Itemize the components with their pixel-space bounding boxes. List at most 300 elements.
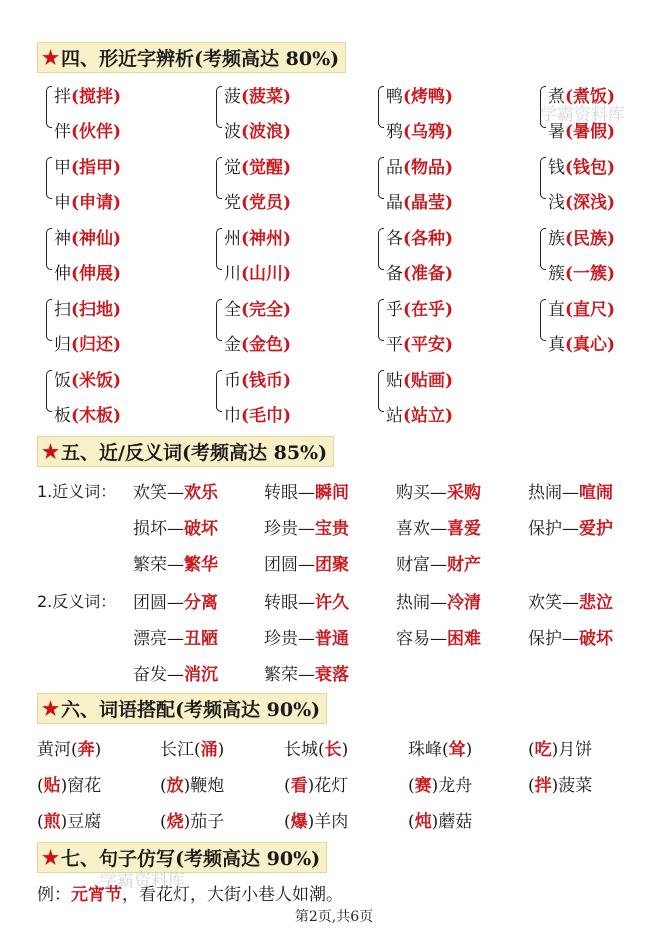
dash: — <box>167 519 184 539</box>
char-pair <box>216 362 356 424</box>
word-a: 购买 <box>396 483 430 503</box>
char: 伸 <box>54 264 71 284</box>
char-pair-line <box>386 401 453 426</box>
word-pair <box>264 478 349 503</box>
paren: ) <box>283 371 292 391</box>
paren: ( <box>403 371 412 391</box>
paren: ) <box>283 406 292 426</box>
paren: ) <box>283 193 292 213</box>
char-pair-line <box>54 224 121 249</box>
word: 完全 <box>249 300 284 320</box>
text: )茄子 <box>183 812 225 832</box>
word-b: 繁华 <box>184 555 218 575</box>
verb: 耸 <box>448 740 466 760</box>
paren: ) <box>113 371 122 391</box>
char-pair-line <box>54 153 121 178</box>
word-pair <box>264 660 349 685</box>
char: 晶 <box>386 193 403 213</box>
word-b: 宝贵 <box>315 519 349 539</box>
verb: 看 <box>290 776 308 796</box>
char: 贴 <box>386 371 403 391</box>
word: 物品 <box>411 158 446 178</box>
text: )蘑菇 <box>431 812 473 832</box>
text: ( <box>408 776 415 796</box>
paren: ( <box>241 87 250 107</box>
word-a: 珍贵 <box>264 519 298 539</box>
char: 伴 <box>54 122 71 142</box>
word: 乌鸦 <box>411 122 446 142</box>
dash: — <box>298 483 315 503</box>
word: 深浅 <box>573 193 608 213</box>
dash: — <box>298 519 315 539</box>
section-4-freq: (考频高达 80%) <box>194 48 340 70</box>
char: 归 <box>54 335 71 355</box>
word: 觉醒 <box>249 158 284 178</box>
paren: ( <box>403 158 412 178</box>
section-4-title: 四、形近字辨析 <box>61 48 195 70</box>
paren: ) <box>445 406 454 426</box>
paren: ( <box>565 264 574 284</box>
verb: 烧 <box>166 812 184 832</box>
word: 毛巾 <box>249 406 284 426</box>
verb: 吃 <box>534 740 552 760</box>
char-pair-line <box>548 153 615 178</box>
paren: ) <box>283 229 292 249</box>
paren: ) <box>607 87 616 107</box>
word: 神州 <box>249 229 284 249</box>
word-b: 团聚 <box>315 555 349 575</box>
section-7-freq: (考频高达 90%) <box>175 848 321 870</box>
list-label: 1.近义词： <box>37 482 117 501</box>
paren: ) <box>113 300 122 320</box>
paren: ) <box>113 406 122 426</box>
section-6-title: 六、词语搭配 <box>61 699 176 721</box>
word-b: 衰落 <box>315 665 349 685</box>
collocation <box>284 771 348 796</box>
word-a: 财富 <box>396 555 430 575</box>
collocation <box>528 771 592 796</box>
word-a: 保护 <box>528 519 562 539</box>
word: 木板 <box>79 406 114 426</box>
paren: ) <box>113 229 122 249</box>
char: 平 <box>386 335 403 355</box>
word: 真心 <box>573 335 608 355</box>
paren: ) <box>445 264 454 284</box>
star-icon: ★ <box>42 846 60 869</box>
dash: — <box>562 483 579 503</box>
dash: — <box>298 593 315 613</box>
bracket-icon <box>540 299 546 341</box>
star-icon: ★ <box>42 46 60 69</box>
word-a: 喜欢 <box>396 519 430 539</box>
bracket-icon <box>46 370 52 412</box>
word-a: 热闹 <box>396 593 430 613</box>
paren: ( <box>403 406 412 426</box>
text: ( <box>160 776 167 796</box>
paren: ( <box>241 122 250 142</box>
example-sentence <box>37 880 343 905</box>
char-pair-line <box>224 295 291 320</box>
verb: 煎 <box>43 812 61 832</box>
word-pair <box>133 514 218 539</box>
dash: — <box>298 665 315 685</box>
paren: ) <box>283 158 292 178</box>
word: 扫地 <box>79 300 114 320</box>
dash: — <box>430 555 447 575</box>
paren: ) <box>283 264 292 284</box>
word: 神仙 <box>79 229 114 249</box>
paren: ( <box>565 122 574 142</box>
word-a: 容易 <box>396 629 430 649</box>
section-5-heading <box>37 436 334 467</box>
text: ( <box>284 776 291 796</box>
word-pair <box>133 660 218 685</box>
word-b: 丑陋 <box>184 629 218 649</box>
char: 鸦 <box>386 122 403 142</box>
word-pair <box>396 514 481 539</box>
paren: ( <box>241 229 250 249</box>
word: 暑假 <box>573 122 608 142</box>
dash: — <box>298 555 315 575</box>
text: ( <box>408 812 415 832</box>
paren: ( <box>403 87 412 107</box>
word-pair <box>528 514 613 539</box>
paren: ) <box>445 371 454 391</box>
word-b: 爱护 <box>579 519 613 539</box>
paren: ) <box>445 122 454 142</box>
bracket-icon <box>216 299 222 341</box>
char: 直 <box>548 300 565 320</box>
text: )龙舟 <box>431 776 473 796</box>
char-pair-line <box>386 117 453 142</box>
word-b: 冷清 <box>447 593 481 613</box>
char: 申 <box>54 193 71 213</box>
watermark: 学霸资料库 <box>540 105 625 125</box>
bracket-icon <box>46 157 52 199</box>
paren: ( <box>241 264 250 284</box>
word: 伸展 <box>79 264 114 284</box>
word: 波浪 <box>249 122 284 142</box>
paren: ) <box>283 87 292 107</box>
paren: ) <box>445 300 454 320</box>
text: ( <box>37 776 44 796</box>
char-pair-line <box>548 224 615 249</box>
text: ( <box>528 740 535 760</box>
char: 各 <box>386 229 403 249</box>
char: 觉 <box>224 158 241 178</box>
text: )月饼 <box>551 740 593 760</box>
word: 伙伴 <box>79 122 114 142</box>
char: 波 <box>224 122 241 142</box>
text: 珠峰( <box>408 740 449 760</box>
paren: ( <box>241 158 250 178</box>
word-b: 破坏 <box>184 519 218 539</box>
paren: ) <box>607 193 616 213</box>
char-pair-line <box>386 259 453 284</box>
verb: 炖 <box>414 812 432 832</box>
word-pair <box>264 514 349 539</box>
char-pair-line <box>54 188 121 213</box>
star-icon: ★ <box>42 440 60 463</box>
char-pair-line <box>386 295 453 320</box>
word-pair <box>264 624 349 649</box>
word-pair <box>133 624 218 649</box>
char-pair-line <box>386 366 453 391</box>
bracket-icon <box>46 299 52 341</box>
paren: ( <box>403 335 412 355</box>
text: )菠菜 <box>551 776 593 796</box>
paren: ( <box>565 193 574 213</box>
char: 板 <box>54 406 71 426</box>
char-pair <box>540 149 668 211</box>
word-b: 破坏 <box>579 629 613 649</box>
word-b: 分离 <box>184 593 218 613</box>
char: 簇 <box>548 264 565 284</box>
word-b: 消沉 <box>184 665 218 685</box>
text: ( <box>284 812 291 832</box>
verb: 赛 <box>414 776 432 796</box>
bracket-icon <box>378 299 384 341</box>
paren: ( <box>565 300 574 320</box>
bracket-icon <box>540 157 546 199</box>
paren: ) <box>607 158 616 178</box>
paren: ( <box>71 229 80 249</box>
word: 准备 <box>411 264 446 284</box>
char-pair-line <box>224 188 291 213</box>
paren: ) <box>445 158 454 178</box>
dash: — <box>167 629 184 649</box>
section-5-title: 五、近/反义词 <box>61 442 182 464</box>
char: 暑 <box>548 122 565 142</box>
char-pair-line <box>54 401 121 426</box>
word: 平安 <box>411 335 446 355</box>
text: ) <box>341 740 349 760</box>
bracket-icon <box>378 228 384 270</box>
paren: ) <box>113 158 122 178</box>
char-pair-line <box>386 82 453 107</box>
paren: ( <box>71 193 80 213</box>
word: 钱包 <box>573 158 608 178</box>
paren: ) <box>113 335 122 355</box>
bracket-icon <box>46 86 52 128</box>
section-6-freq: (考频高达 90%) <box>175 699 321 721</box>
bracket-icon <box>378 86 384 128</box>
bracket-icon <box>216 228 222 270</box>
word-a: 珍贵 <box>264 629 298 649</box>
dash: — <box>430 593 447 613</box>
paren: ( <box>241 193 250 213</box>
char-pair-line <box>386 330 453 355</box>
text: ( <box>528 776 535 796</box>
char: 菠 <box>224 87 241 107</box>
char: 州 <box>224 229 241 249</box>
text: )羊肉 <box>307 812 349 832</box>
char-pair-line <box>548 330 615 355</box>
word: 煮饭 <box>573 87 608 107</box>
paren: ) <box>113 87 122 107</box>
text: ) <box>94 740 102 760</box>
bracket-icon <box>378 157 384 199</box>
word-pair <box>264 550 349 575</box>
word-b: 普通 <box>315 629 349 649</box>
char-pair-line <box>224 117 291 142</box>
char: 扫 <box>54 300 71 320</box>
paren: ( <box>565 335 574 355</box>
paren: ) <box>113 193 122 213</box>
word-b: 喧闹 <box>579 483 613 503</box>
char-pair <box>378 291 518 353</box>
char-pair-line <box>224 224 291 249</box>
paren: ( <box>403 300 412 320</box>
word-pair <box>396 624 481 649</box>
collocation <box>408 771 472 796</box>
dash: — <box>562 593 579 613</box>
dash: — <box>430 629 447 649</box>
bracket-icon <box>540 228 546 270</box>
word: 站立 <box>411 406 446 426</box>
char-pair-line <box>224 366 291 391</box>
section-7-title: 七、句子仿写 <box>61 848 176 870</box>
paren: ( <box>241 300 250 320</box>
word-pair <box>396 588 481 613</box>
collocation <box>284 807 348 832</box>
char-pair <box>216 220 356 282</box>
paren: ) <box>607 122 616 142</box>
paren: ) <box>283 122 292 142</box>
word-pair <box>528 624 613 649</box>
paren: ( <box>565 229 574 249</box>
char: 神 <box>54 229 71 249</box>
char: 族 <box>548 229 565 249</box>
paren: ( <box>71 122 80 142</box>
collocation <box>284 735 348 760</box>
paren: ( <box>71 87 80 107</box>
char-pair-line <box>548 295 615 320</box>
dash: — <box>167 555 184 575</box>
char-pair-line <box>386 153 453 178</box>
word: 一簇 <box>573 264 608 284</box>
char-pair <box>46 220 186 282</box>
collocation <box>37 771 101 796</box>
word-b: 瞬间 <box>315 483 349 503</box>
section-5-freq: (考频高达 85%) <box>182 442 328 464</box>
page-number: 第2页,共6页 <box>294 909 374 925</box>
char: 拌 <box>54 87 71 107</box>
verb: 贴 <box>43 776 61 796</box>
dash: — <box>430 519 447 539</box>
dash: — <box>167 483 184 503</box>
bracket-icon <box>216 86 222 128</box>
word-pair <box>133 588 218 613</box>
char: 甲 <box>54 158 71 178</box>
dash: — <box>167 665 184 685</box>
char-pair <box>46 362 186 424</box>
paren: ( <box>403 229 412 249</box>
word-b: 许久 <box>315 593 349 613</box>
star-icon: ★ <box>42 697 60 720</box>
char-pair-line <box>224 401 291 426</box>
char-pair-line <box>224 259 291 284</box>
word: 在乎 <box>411 300 446 320</box>
char-pair-line <box>224 330 291 355</box>
char: 币 <box>224 371 241 391</box>
paren: ( <box>403 122 412 142</box>
dash: — <box>562 519 579 539</box>
dash: — <box>167 593 184 613</box>
collocation <box>528 735 592 760</box>
paren: ( <box>71 406 80 426</box>
text: )花灯 <box>307 776 349 796</box>
paren: ( <box>71 300 80 320</box>
char-pair-line <box>54 295 121 320</box>
paren: ( <box>71 335 80 355</box>
word-a: 热闹 <box>528 483 562 503</box>
char-pair-line <box>54 259 121 284</box>
word: 搅拌 <box>79 87 114 107</box>
paren: ) <box>607 335 616 355</box>
paren: ( <box>71 371 80 391</box>
verb: 长 <box>324 740 342 760</box>
word-pair <box>133 478 218 503</box>
char: 川 <box>224 264 241 284</box>
char-pair <box>46 78 186 140</box>
word: 烤鸭 <box>411 87 446 107</box>
word-a: 欢笑 <box>528 593 562 613</box>
char-pair <box>540 220 668 282</box>
text: 黄河( <box>37 740 78 760</box>
paren: ( <box>241 406 250 426</box>
word: 晶莹 <box>411 193 446 213</box>
text: ) <box>465 740 473 760</box>
word-b: 欢乐 <box>184 483 218 503</box>
word: 民族 <box>573 229 608 249</box>
word-a: 繁荣 <box>264 665 298 685</box>
word-pair <box>528 478 613 503</box>
collocation <box>160 771 224 796</box>
collocation <box>160 807 224 832</box>
word-a: 繁荣 <box>133 555 167 575</box>
collocation <box>37 735 101 760</box>
char-pair <box>216 78 356 140</box>
paren: ) <box>113 122 122 142</box>
char: 乎 <box>386 300 403 320</box>
word-a: 损坏 <box>133 519 167 539</box>
paren: ( <box>565 87 574 107</box>
verb: 涌 <box>200 740 218 760</box>
text: )窗花 <box>60 776 102 796</box>
char: 浅 <box>548 193 565 213</box>
word-a: 漂亮 <box>133 629 167 649</box>
paren: ) <box>445 87 454 107</box>
word: 归还 <box>79 335 114 355</box>
word-b: 困难 <box>447 629 481 649</box>
char: 鸭 <box>386 87 403 107</box>
word: 米饭 <box>79 371 114 391</box>
char-pair-line <box>386 188 453 213</box>
bracket-icon <box>46 228 52 270</box>
char-pair-line <box>548 259 615 284</box>
word: 菠菜 <box>249 87 284 107</box>
collocation <box>160 735 224 760</box>
collocation <box>408 807 472 832</box>
paren: ( <box>565 158 574 178</box>
dash: — <box>562 629 579 649</box>
word-pair <box>133 550 218 575</box>
paren: ( <box>71 158 80 178</box>
verb: 放 <box>166 776 184 796</box>
word: 钱币 <box>249 371 284 391</box>
text: ( <box>37 812 44 832</box>
